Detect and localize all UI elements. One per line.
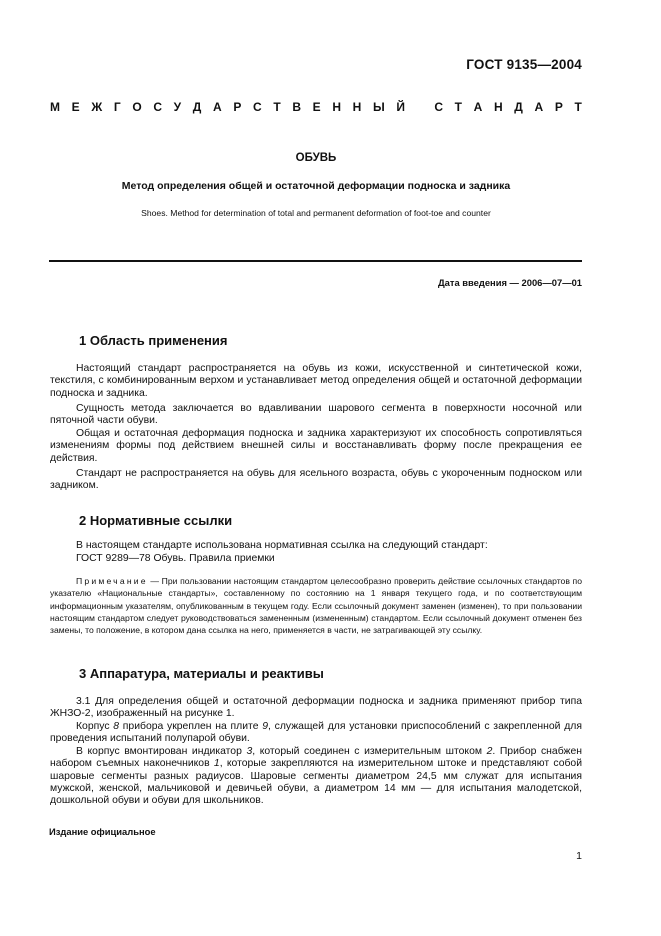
banner-letter bbox=[417, 100, 423, 114]
paragraph: 3.1 Для определения общей и остаточной деформации подноска и задника применяют прибор типа ЖНЗО-2, изображенный на рисунке 1. bbox=[50, 696, 582, 720]
banner-letter: Е bbox=[71, 100, 80, 114]
page-number: 1 bbox=[576, 850, 582, 862]
banner-letter: Ж bbox=[91, 100, 103, 114]
banner-letter: Р bbox=[233, 100, 242, 114]
banner-letter: Д bbox=[192, 100, 202, 114]
banner-letter: Е bbox=[312, 100, 321, 114]
banner-letter: Т bbox=[574, 100, 582, 114]
banner-letter: Н bbox=[493, 100, 503, 114]
document-title: ОБУВЬ bbox=[295, 152, 337, 164]
banner-letter: Т bbox=[454, 100, 462, 114]
banner-letter: С bbox=[434, 100, 443, 114]
introduction-date: Дата введения — 2006—07—01 bbox=[437, 277, 582, 288]
banner-letter: Т bbox=[273, 100, 281, 114]
section-1-heading: 1 Область применения bbox=[79, 333, 228, 348]
banner-letter: Д bbox=[514, 100, 523, 114]
banner-letter: Н bbox=[352, 100, 362, 114]
section-2-heading: 2 Нормативные ссылки bbox=[79, 513, 233, 528]
note-label: Примечание bbox=[76, 576, 148, 586]
note-text: — При пользовании настоящим стандартом целесообразно проверить действие ссылочных стандартов по указателю «Национальные стандарты», составленному по состоянию на 1 января текущего года, и по соответствующим информационным указателям, опубликованным в текущем году. Если ссылочный документ заменен (изменен), то при пользовании настоящим стандартом следует руководствоваться замененным (измененным) стандартом. Если ссылочный документ отменен без замены, то положение, в котором дана ссылка на него, применяется в части, не затрагивающей эту ссылку. bbox=[50, 576, 582, 636]
section-3-heading: 3 Аппаратура, материалы и реактивы bbox=[79, 666, 324, 681]
horizontal-rule bbox=[49, 260, 582, 262]
banner-letter: С bbox=[153, 100, 162, 114]
english-title: Shoes. Method for determination of total and permanent deformation of foot-toe and counter bbox=[141, 208, 491, 218]
paragraph: В настоящем стандарте использована нормативная ссылка на следующий стандарт: bbox=[76, 540, 488, 551]
edition-label: Издание официальное bbox=[49, 826, 156, 837]
interstate-standard-banner bbox=[50, 100, 582, 114]
paragraph: Сущность метода заключается во вдавливании шарового сегмента в поверхности носочной или пяточной части обуви. bbox=[50, 403, 582, 427]
banner-letter: А bbox=[473, 100, 483, 114]
standard-number: ГОСТ 9135—2004 bbox=[466, 57, 582, 72]
paragraph: Общая и остаточная деформация подноска и задника характеризуют их способность сопротивляться изменениям формы под действием внешней силы и восстанавливать форму после прекращения ее действия. bbox=[50, 428, 582, 464]
banner-letter: У bbox=[173, 100, 182, 114]
banner-letter: Й bbox=[396, 100, 405, 114]
banner-letter: А bbox=[212, 100, 222, 114]
paragraph: Корпус 8 прибора укреплен на плите 9, служащей для установки приспособлений с закрепленной для проведения испытаний полупарой обуви. bbox=[50, 721, 582, 745]
banner-letter: С bbox=[252, 100, 262, 114]
banner-letter: Р bbox=[554, 100, 563, 114]
banner-letter: М bbox=[50, 100, 60, 114]
referenced-standard: ГОСТ 9289—78 Обувь. Правила приемки bbox=[76, 553, 275, 564]
banner-letter: В bbox=[292, 100, 301, 114]
note bbox=[50, 575, 582, 636]
banner-letter: Ы bbox=[372, 100, 385, 114]
paragraph: В корпус вмонтирован индикатор 3, который соединен с измерительным штоком 2. Прибор снабжен набором съемных наконечников 1, которые закрепляются на измерительном штоке и представляют собой шаровые сегменты разных радиусов. Шаровые сегменты диаметром 24,5 мм служат для испытания мужской, женской, мальчиковой и девичьей обуви, а диаметром 14 мм — для испытания малодетской, дошкольной обуви и обуви для школьников. bbox=[50, 746, 583, 807]
paragraph: Стандарт не распространяется на обувь для ясельного возраста, обувь с укороченным подноском или задником. bbox=[50, 468, 582, 492]
banner-letter: Г bbox=[113, 100, 121, 114]
banner-letter: О bbox=[132, 100, 142, 114]
document-subtitle: Метод определения общей и остаточной деформации подноска и задника bbox=[121, 180, 511, 192]
banner-letter: А bbox=[534, 100, 544, 114]
banner-letter: Н bbox=[332, 100, 341, 114]
paragraph: Настоящий стандарт распространяется на обувь из кожи, искусственной и синтетической кожи, текстиля, с комбинированным верхом и устанавливает метод определения общей и остаточной деформации подноска и задника. bbox=[50, 363, 582, 399]
